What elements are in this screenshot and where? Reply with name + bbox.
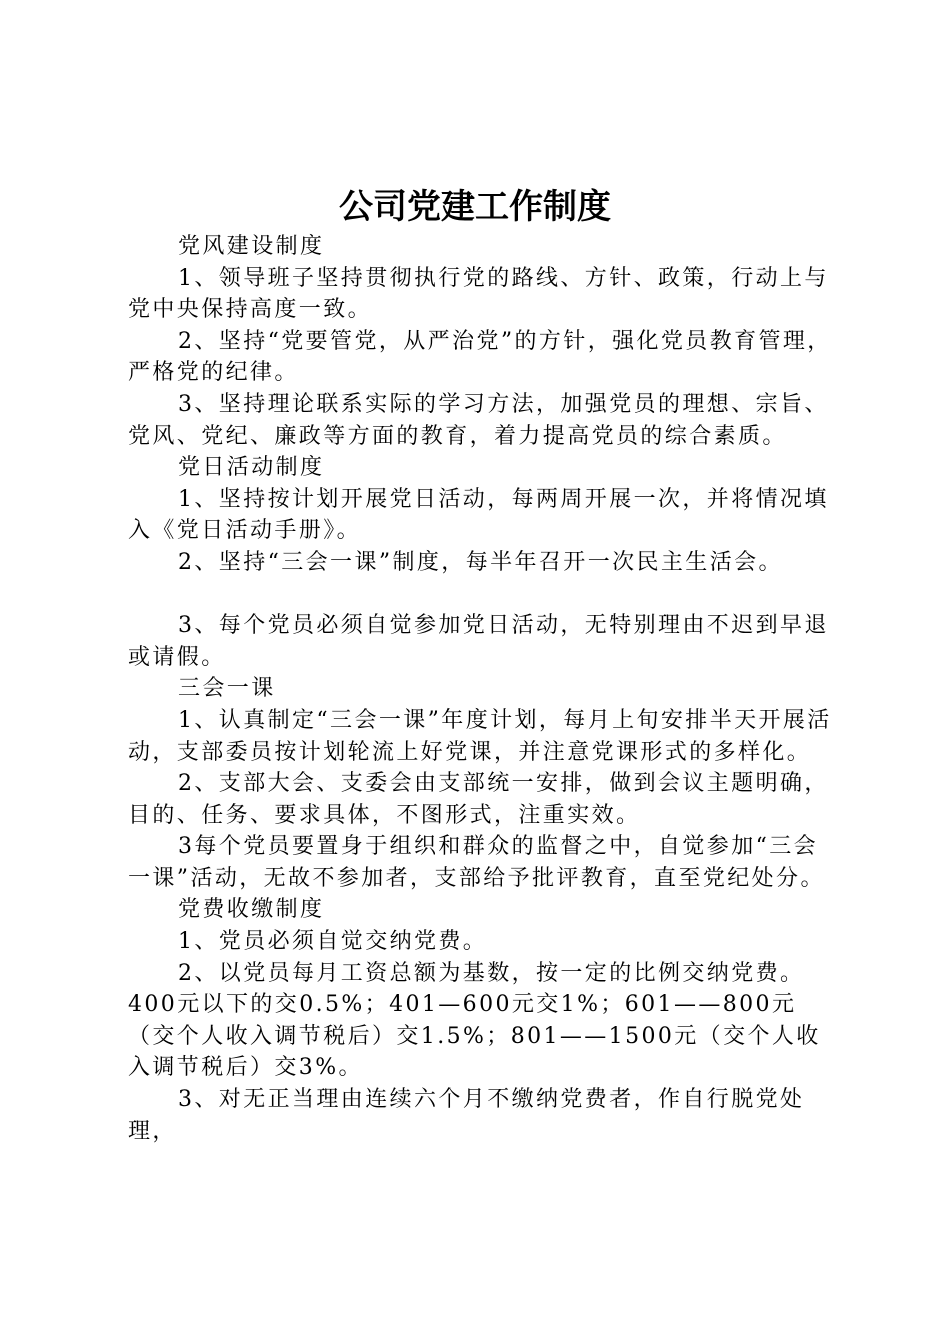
paragraph: 3、坚持理论联系实际的学习方法，加强党员的理想、宗旨、党风、党纪、廉政等方面的教育，着力提高党员的综合素质。: [128, 391, 829, 449]
paragraph: 3、每个党员必须自觉参加党日活动，无特别理由不迟到早退或请假。: [128, 613, 829, 670]
section-heading: 党日活动制度: [178, 455, 325, 481]
section-three-meetings: [128, 673, 840, 894]
document-title: 公司党建工作制度: [339, 187, 611, 227]
paragraph: 2、以党员每月工资总额为基数，按一定的比例交纳党费。400元以下的交0.5%；401—600元交1%；601——800元（交个人收入调节税后）交1.5%；801——1500元（交个人收入调节税后）交3%。: [128, 960, 821, 1081]
section-heading: 三会一课: [178, 676, 276, 702]
paragraph: 2、坚持“三会一课”制度，每半年召开一次民主生活会。: [178, 549, 783, 575]
document-body: [128, 231, 840, 1147]
paragraph: 1、党员必须自觉交纳党费。: [178, 929, 488, 955]
section-heading: 党风建设制度: [178, 234, 325, 259]
paragraph: 2、坚持“党要管党，从严治党”的方针，强化党员教育管理，严格党的纪律。: [128, 328, 832, 386]
paragraph: 3、对无正当理由连续六个月不缴纳党费者，作自行脱党处理，: [128, 1087, 805, 1144]
section-heading: 党费收缴制度: [178, 897, 325, 923]
paragraph: 3每个党员要置身于组织和群众的监督之中，自觉参加“三会一课”活动，无故不参加者，支部给予批评教育，直至党纪处分。: [128, 834, 825, 891]
section-party-dues: [128, 894, 840, 1147]
paragraph: 2、支部大会、支委会由支部统一安排，做到会议主题明确，目的、任务、要求具体，不图形式，注重实效。: [128, 771, 829, 828]
paragraph: 1、认真制定“三会一课”年度计划，每月上旬安排半天开展活动，支部委员按计划轮流上好党课，并注意党课形式的多样化。: [128, 707, 832, 765]
section-party-day: [128, 452, 840, 673]
paragraph: 1、领导班子坚持贯彻执行党的路线、方针、政策，行动上与党中央保持高度一致。: [128, 265, 829, 323]
paragraph: 1、坚持按计划开展党日活动，每两周开展一次，并将情况填入《党日活动手册》。: [128, 486, 829, 544]
section-party-style: [128, 231, 840, 452]
blank-line: [128, 579, 840, 611]
